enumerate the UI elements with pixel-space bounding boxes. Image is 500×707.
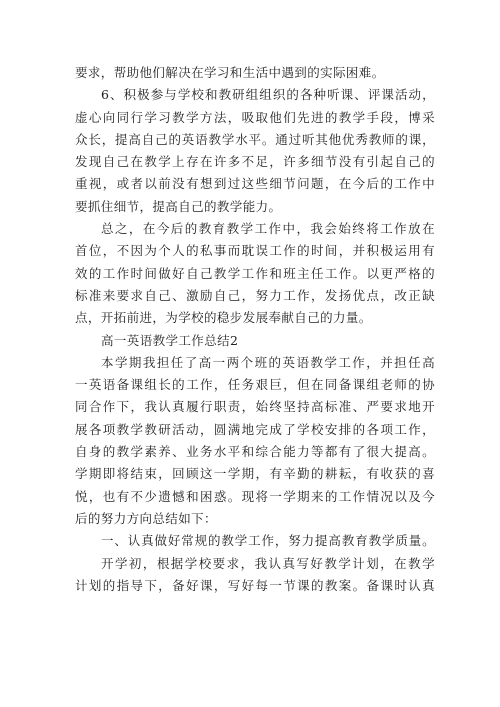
text-line: 要抓住细节，提高自己的教学能力。 bbox=[75, 198, 282, 214]
text-line: 学期即将结束，回顾这一学期，有辛勤的耕耘，有收获的喜 bbox=[75, 466, 435, 482]
text-line: 点，开拓前进，为学校的稳步发展奉献自己的力量。 bbox=[75, 310, 372, 326]
text-line: 众长，提高自己的英语教学水平。通过听其他优秀教师的课， bbox=[75, 131, 435, 147]
text-line: 展各项教学教研活动，圆满地完成了学校安排的各项工作， bbox=[75, 421, 435, 437]
text-line: 要求，帮助他们解决在学习和生活中遇到的实际困难。 bbox=[75, 65, 385, 80]
text-line: 效的工作时间做好自己教学工作和班主任工作。以更严格的 bbox=[75, 265, 435, 281]
text-line: 本学期我担任了高一两个班的英语教学工作，并担任高 bbox=[101, 354, 435, 370]
text-line: 同合作下，我认真履行职责，始终坚持高标准、严要求地开 bbox=[75, 399, 435, 415]
text-line: 6、积极参与学校和教研组组织的各种听课、评课活动， bbox=[101, 87, 435, 103]
text-line: 高一英语教学工作总结2 bbox=[101, 332, 239, 348]
text-line: 开学初，根据学校要求，我认真写好教学计划，在教学 bbox=[101, 555, 435, 571]
text-line: 重视，或者以前没有想到过这些细节问题，在今后的工作中 bbox=[75, 176, 435, 192]
text-line: 总之，在今后的教育教学工作中，我会始终将工作放在 bbox=[101, 221, 435, 237]
text-line: 虚心向同行学习教学方法，吸取他们先进的教学手段，博采 bbox=[75, 109, 435, 125]
text-line: 自身的教学素养、业务水平和综合能力等都有了很大提高。 bbox=[75, 444, 435, 460]
document-body bbox=[75, 62, 435, 597]
text-line: 一英语备课组长的工作，任务艰巨，但在同备课组老师的协 bbox=[75, 377, 435, 393]
text-line: 首位，不因为个人的私事而耽误工作的时间，并积极运用有 bbox=[75, 243, 435, 259]
text-line: 一、认真做好常规的教学工作，努力提高教育教学质量。 bbox=[101, 533, 435, 549]
text-line: 悦，也有不少遗憾和困惑。现将一学期来的工作情况以及今 bbox=[75, 488, 435, 504]
text-line: 后的努力方向总结如下： bbox=[75, 510, 217, 526]
text-line: 标准来要求自己、激励自己，努力工作，发扬优点，改正缺 bbox=[75, 287, 435, 303]
text-line: 发现自己在教学上存在许多不足，许多细节没有引起自己的 bbox=[75, 154, 435, 170]
text-line: 计划的指导下，备好课，写好每一节课的教案。备课时认真 bbox=[75, 577, 435, 593]
